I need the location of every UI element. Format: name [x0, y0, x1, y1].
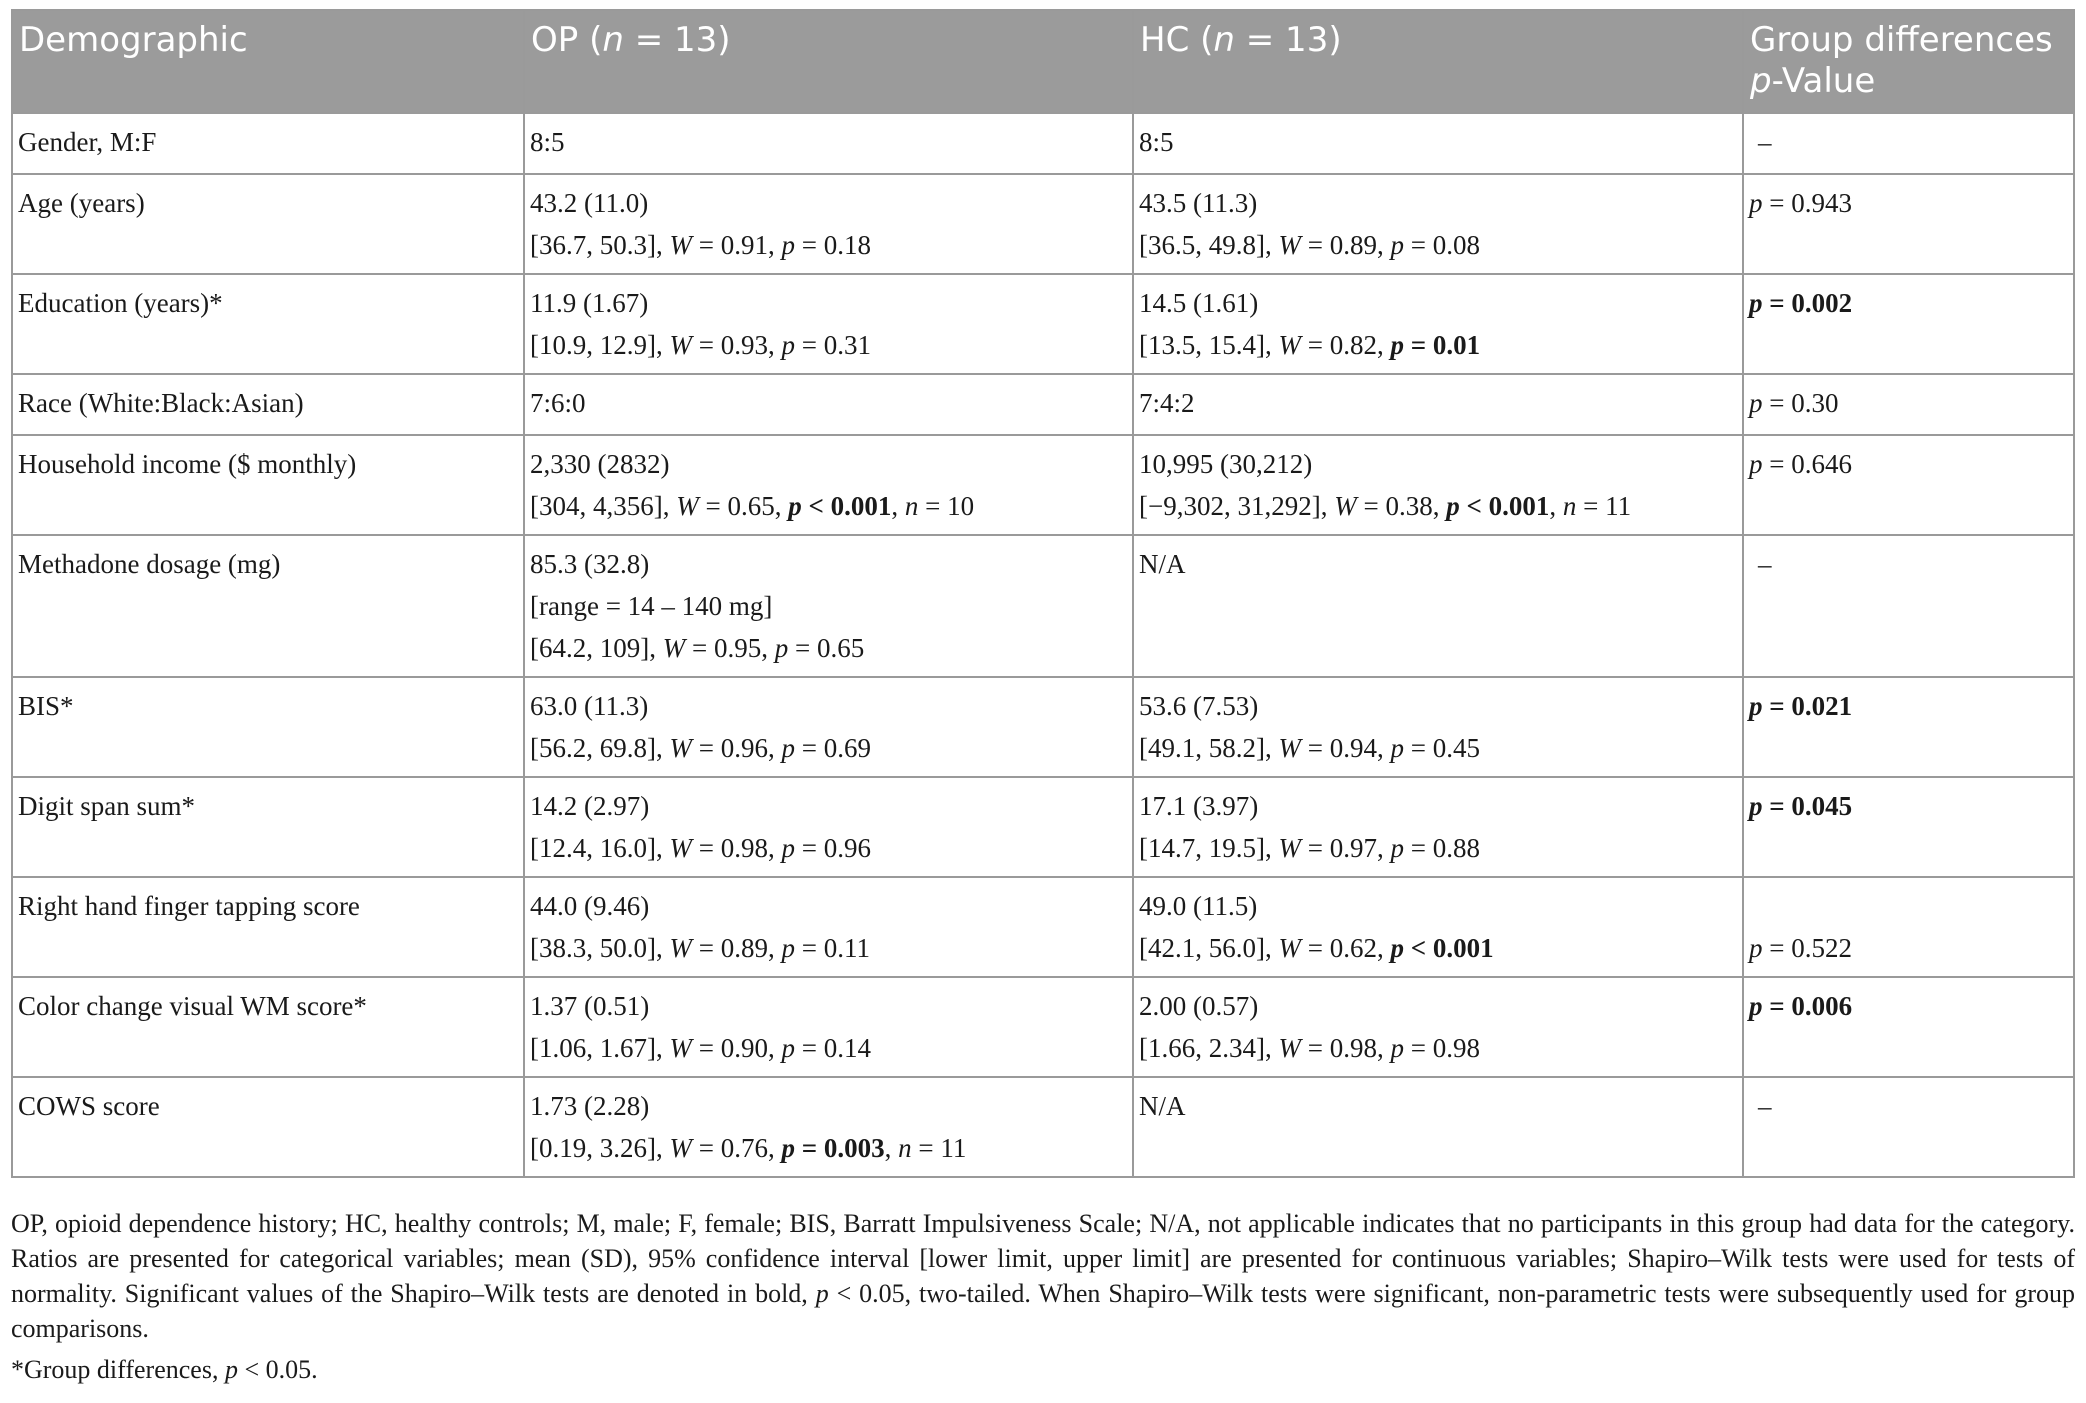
hc-cell: 17.1 (3.97) [14.7, 19.5], W = 0.97, p = 0.88 [1133, 777, 1743, 877]
row-label: Color change visual WM score* [12, 977, 524, 1077]
group-cell: p = 0.943 [1743, 174, 2074, 274]
table-header-row [12, 10, 2074, 113]
row-label: Race (White:Black:Asian) [12, 374, 524, 435]
row-label: Age (years) [12, 174, 524, 274]
group-cell: – [1743, 113, 2074, 174]
table-notes [11, 1206, 2075, 1387]
op-cell: 11.9 (1.67) [10.9, 12.9], W = 0.93, p = 0.31 [524, 274, 1133, 374]
hc-cell: 49.0 (11.5) [42.1, 56.0], W = 0.62, p < 0.001 [1133, 877, 1743, 977]
row-label: BIS* [12, 677, 524, 777]
row-label: Education (years)* [12, 274, 524, 374]
group-cell: p = 0.045 [1743, 777, 2074, 877]
demographics-table [11, 9, 2075, 1178]
row-label: Digit span sum* [12, 777, 524, 877]
op-cell: 44.0 (9.46) [38.3, 50.0], W = 0.89, p = 0.11 [524, 877, 1133, 977]
hc-cell: 7:4:2 [1133, 374, 1743, 435]
hc-cell: N/A [1133, 1077, 1743, 1177]
op-cell: 7:6:0 [524, 374, 1133, 435]
table-row [12, 1077, 2074, 1177]
op-cell: 85.3 (32.8) [range = 14 – 140 mg] [64.2, 109], W = 0.95, p = 0.65 [524, 535, 1133, 677]
group-cell: – [1743, 535, 2074, 677]
demographics-table-container [11, 9, 2073, 1178]
table-row [12, 174, 2074, 274]
hc-cell: N/A [1133, 535, 1743, 677]
group-cell: p = 0.646 [1743, 435, 2074, 535]
row-label: Right hand finger tapping score [12, 877, 524, 977]
header-hc: HC (n = 13) [1133, 10, 1743, 113]
table-row [12, 535, 2074, 677]
table-row [12, 274, 2074, 374]
group-cell: p = 0.006 [1743, 977, 2074, 1077]
hc-cell: 2.00 (0.57) [1.66, 2.34], W = 0.98, p = 0.98 [1133, 977, 1743, 1077]
hc-cell: 53.6 (7.53) [49.1, 58.2], W = 0.94, p = 0.45 [1133, 677, 1743, 777]
hc-cell: 10,995 (30,212) [−9,302, 31,292], W = 0.38, p < 0.001, n = 11 [1133, 435, 1743, 535]
hc-cell: 14.5 (1.61) [13.5, 15.4], W = 0.82, p = 0.01 [1133, 274, 1743, 374]
abbreviations-note: OP, opioid dependence history; HC, healthy controls; M, male; F, female; BIS, Barratt Impulsiveness Scale; N/A, not applicable indicates that no participants in this group had data for the category. Ratios are presented for categorical variables; mean (SD), 95% confidence interval [lower limit, upper limit] are presented for continuous variables; Shapiro–Wilk tests were used for tests of normality. Significant values of the Shapiro–Wilk tests are denoted in bold, p < 0.05, two-tailed. When Shapiro–Wilk tests were significant, non-parametric tests were subsequently used for group comparisons. [11, 1209, 2075, 1343]
table-row [12, 435, 2074, 535]
table-row [12, 877, 2074, 977]
significance-footnote: *Group differences, p < 0.05. [11, 1355, 318, 1384]
group-cell: – [1743, 1077, 2074, 1177]
op-cell: 1.73 (2.28) [0.19, 3.26], W = 0.76, p = 0.003, n = 11 [524, 1077, 1133, 1177]
op-cell: 2,330 (2832) [304, 4,356], W = 0.65, p < 0.001, n = 10 [524, 435, 1133, 535]
header-op: OP (n = 13) [524, 10, 1133, 113]
hc-cell: 43.5 (11.3) [36.5, 49.8], W = 0.89, p = 0.08 [1133, 174, 1743, 274]
row-label: Methadone dosage (mg) [12, 535, 524, 677]
hc-cell: 8:5 [1133, 113, 1743, 174]
group-cell: p = 0.522 [1743, 877, 2074, 977]
op-cell: 1.37 (0.51) [1.06, 1.67], W = 0.90, p = 0.14 [524, 977, 1133, 1077]
row-label: COWS score [12, 1077, 524, 1177]
group-cell: p = 0.002 [1743, 274, 2074, 374]
header-group-differences: Group differences p-Value [1743, 10, 2074, 113]
table-row [12, 977, 2074, 1077]
table-row [12, 374, 2074, 435]
header-demographic: Demographic [12, 10, 524, 113]
table-row [12, 113, 2074, 174]
row-label: Gender, M:F [12, 113, 524, 174]
op-cell: 43.2 (11.0) [36.7, 50.3], W = 0.91, p = 0.18 [524, 174, 1133, 274]
row-label: Household income ($ monthly) [12, 435, 524, 535]
group-cell: p = 0.021 [1743, 677, 2074, 777]
op-cell: 8:5 [524, 113, 1133, 174]
table-row [12, 677, 2074, 777]
group-cell: p = 0.30 [1743, 374, 2074, 435]
table-row [12, 777, 2074, 877]
op-cell: 63.0 (11.3) [56.2, 69.8], W = 0.96, p = 0.69 [524, 677, 1133, 777]
op-cell: 14.2 (2.97) [12.4, 16.0], W = 0.98, p = 0.96 [524, 777, 1133, 877]
